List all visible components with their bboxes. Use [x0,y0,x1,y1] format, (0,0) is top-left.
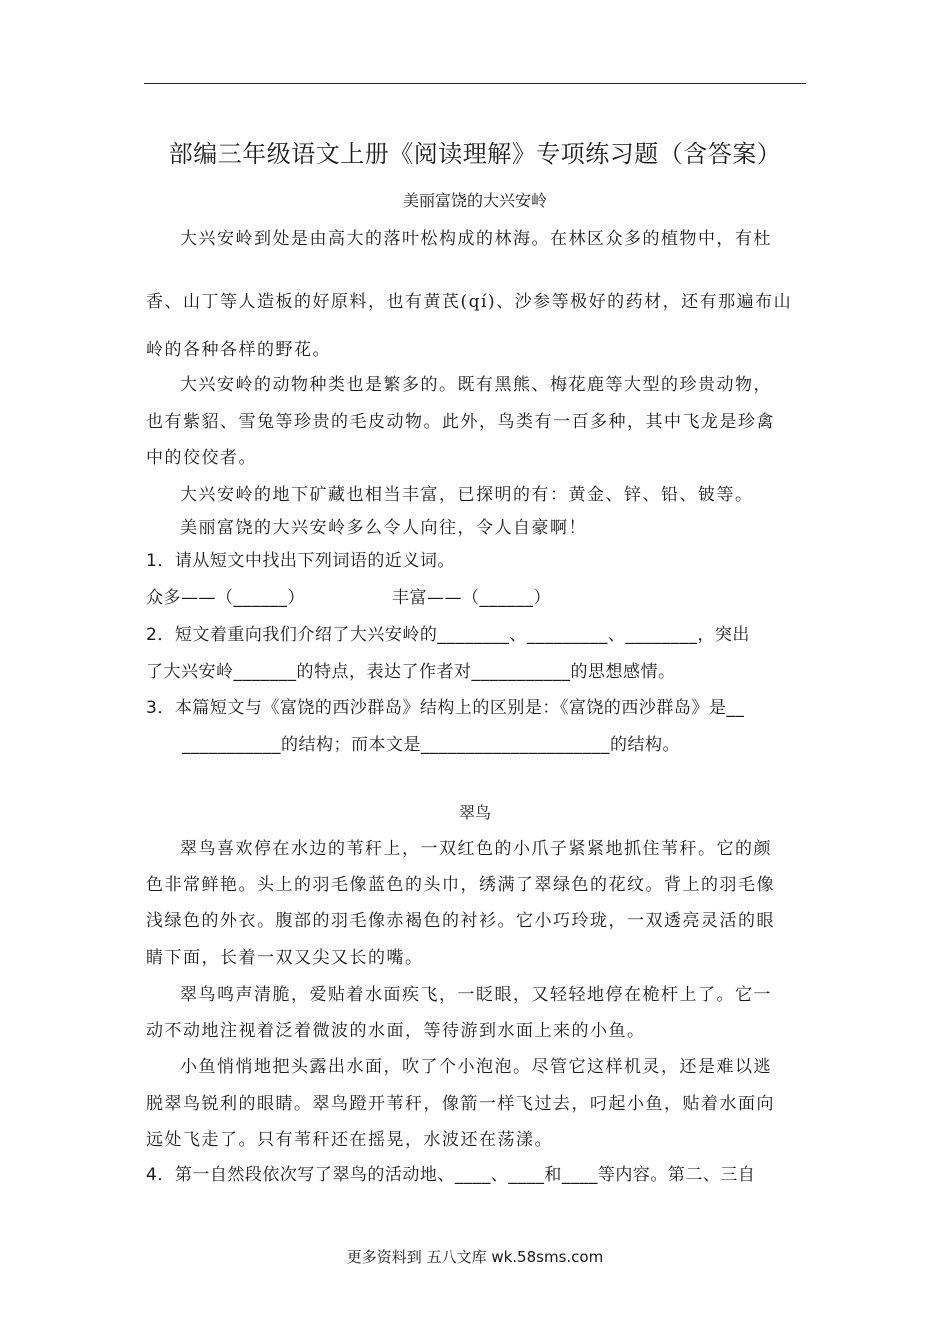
paragraph-line: 中的佼佼者。 [146,448,257,468]
answer-blank-fengfu: 丰富——（______） [392,588,551,608]
paragraph-line: 色非常鲜艳。头上的羽毛像蓝色的头巾，绣满了翠绿色的花纹。背上的羽毛像 [146,875,775,895]
paragraph-line: 浅绿色的外衣。腹部的羽毛像赤褐色的衬衫。它小巧玲珑，一双透亮灵活的眼 [146,911,775,931]
paragraph-line: 脱翠鸟锐利的眼睛。翠鸟蹬开苇秆，像箭一样飞过去，叼起小鱼，贴着水面向 [146,1094,775,1114]
paragraph-line: 美丽富饶的大兴安岭多么令人向往，令人自豪啊！ [180,518,587,538]
answer-blank-zhongduo: 众多——（______） [146,588,305,608]
question-3-cont: ___________的结构；而本文是_____________________的结构。 [182,735,680,755]
paragraph-line: 睛下面，长着一双又尖又长的嘴。 [146,948,424,968]
question-1: 1．请从短文中找出下列词语的近义词。 [146,551,455,571]
question-2-cont: 了大兴安岭_______的特点，表达了作者对___________的思想感情。 [146,662,676,682]
paragraph-line: 动不动地注视着泛着微波的水面，等待游到水面上来的小鱼。 [146,1021,646,1041]
paragraph-line: 小鱼悄悄地把头露出水面，吹了个小泡泡。尽管它这样机灵，还是难以逃 [180,1057,772,1077]
page-title: 部编三年级语文上册《阅读理解》专项练习题（含答案） [168,140,782,168]
paragraph-line: 大兴安岭的动物种类也是繁多的。既有黑熊、梅花鹿等大型的珍贵动物， [180,375,772,395]
passage-title: 美丽富饶的大兴安岭 [402,191,547,210]
footer-link[interactable]: 更多资料到 五八文库 wk.58sms.com [346,1248,604,1266]
header-rule [144,83,806,84]
paragraph-line: 大兴安岭到处是由高大的落叶松构成的林海。在林区众多的植物中，有杜 [180,229,772,249]
paragraph-line: 香、山丁等人造板的好原料，也有黄芪(qí)、沙参等极好的药材，还有那遍布山 [146,292,793,312]
paragraph-line: 翠鸟鸣声清脆，爱贴着水面疾飞，一眨眼，又轻轻地停在桅杆上了。它一 [180,985,772,1005]
paragraph-line: 也有紫貂、雪兔等珍贵的毛皮动物。此外，鸟类有一百多种，其中飞龙是珍禽 [146,412,775,432]
question-3: 3．本篇短文与《富饶的西沙群岛》结构上的区别是：《富饶的西沙群岛》是__ [146,698,745,718]
passage-title: 翠鸟 [458,803,491,822]
paragraph-line: 翠鸟喜欢停在水边的苇秆上，一双红色的小爪子紧紧地抓住苇秆。它的颜 [180,839,772,859]
question-2: 2．短文着重向我们介绍了大兴安岭的________、_________、________，突出 [146,625,750,645]
paragraph-line: 岭的各种各样的野花。 [146,340,331,360]
question-4: 4．第一自然段依次写了翠鸟的活动地、____、____和____等内容。第二、三自 [146,1165,756,1185]
paragraph-line: 大兴安岭的地下矿藏也相当丰富，已探明的有：黄金、锌、铅、铍等。 [180,485,754,505]
paragraph-line: 远处飞走了。只有苇秆还在摇晃，水波还在荡漾。 [146,1130,553,1150]
